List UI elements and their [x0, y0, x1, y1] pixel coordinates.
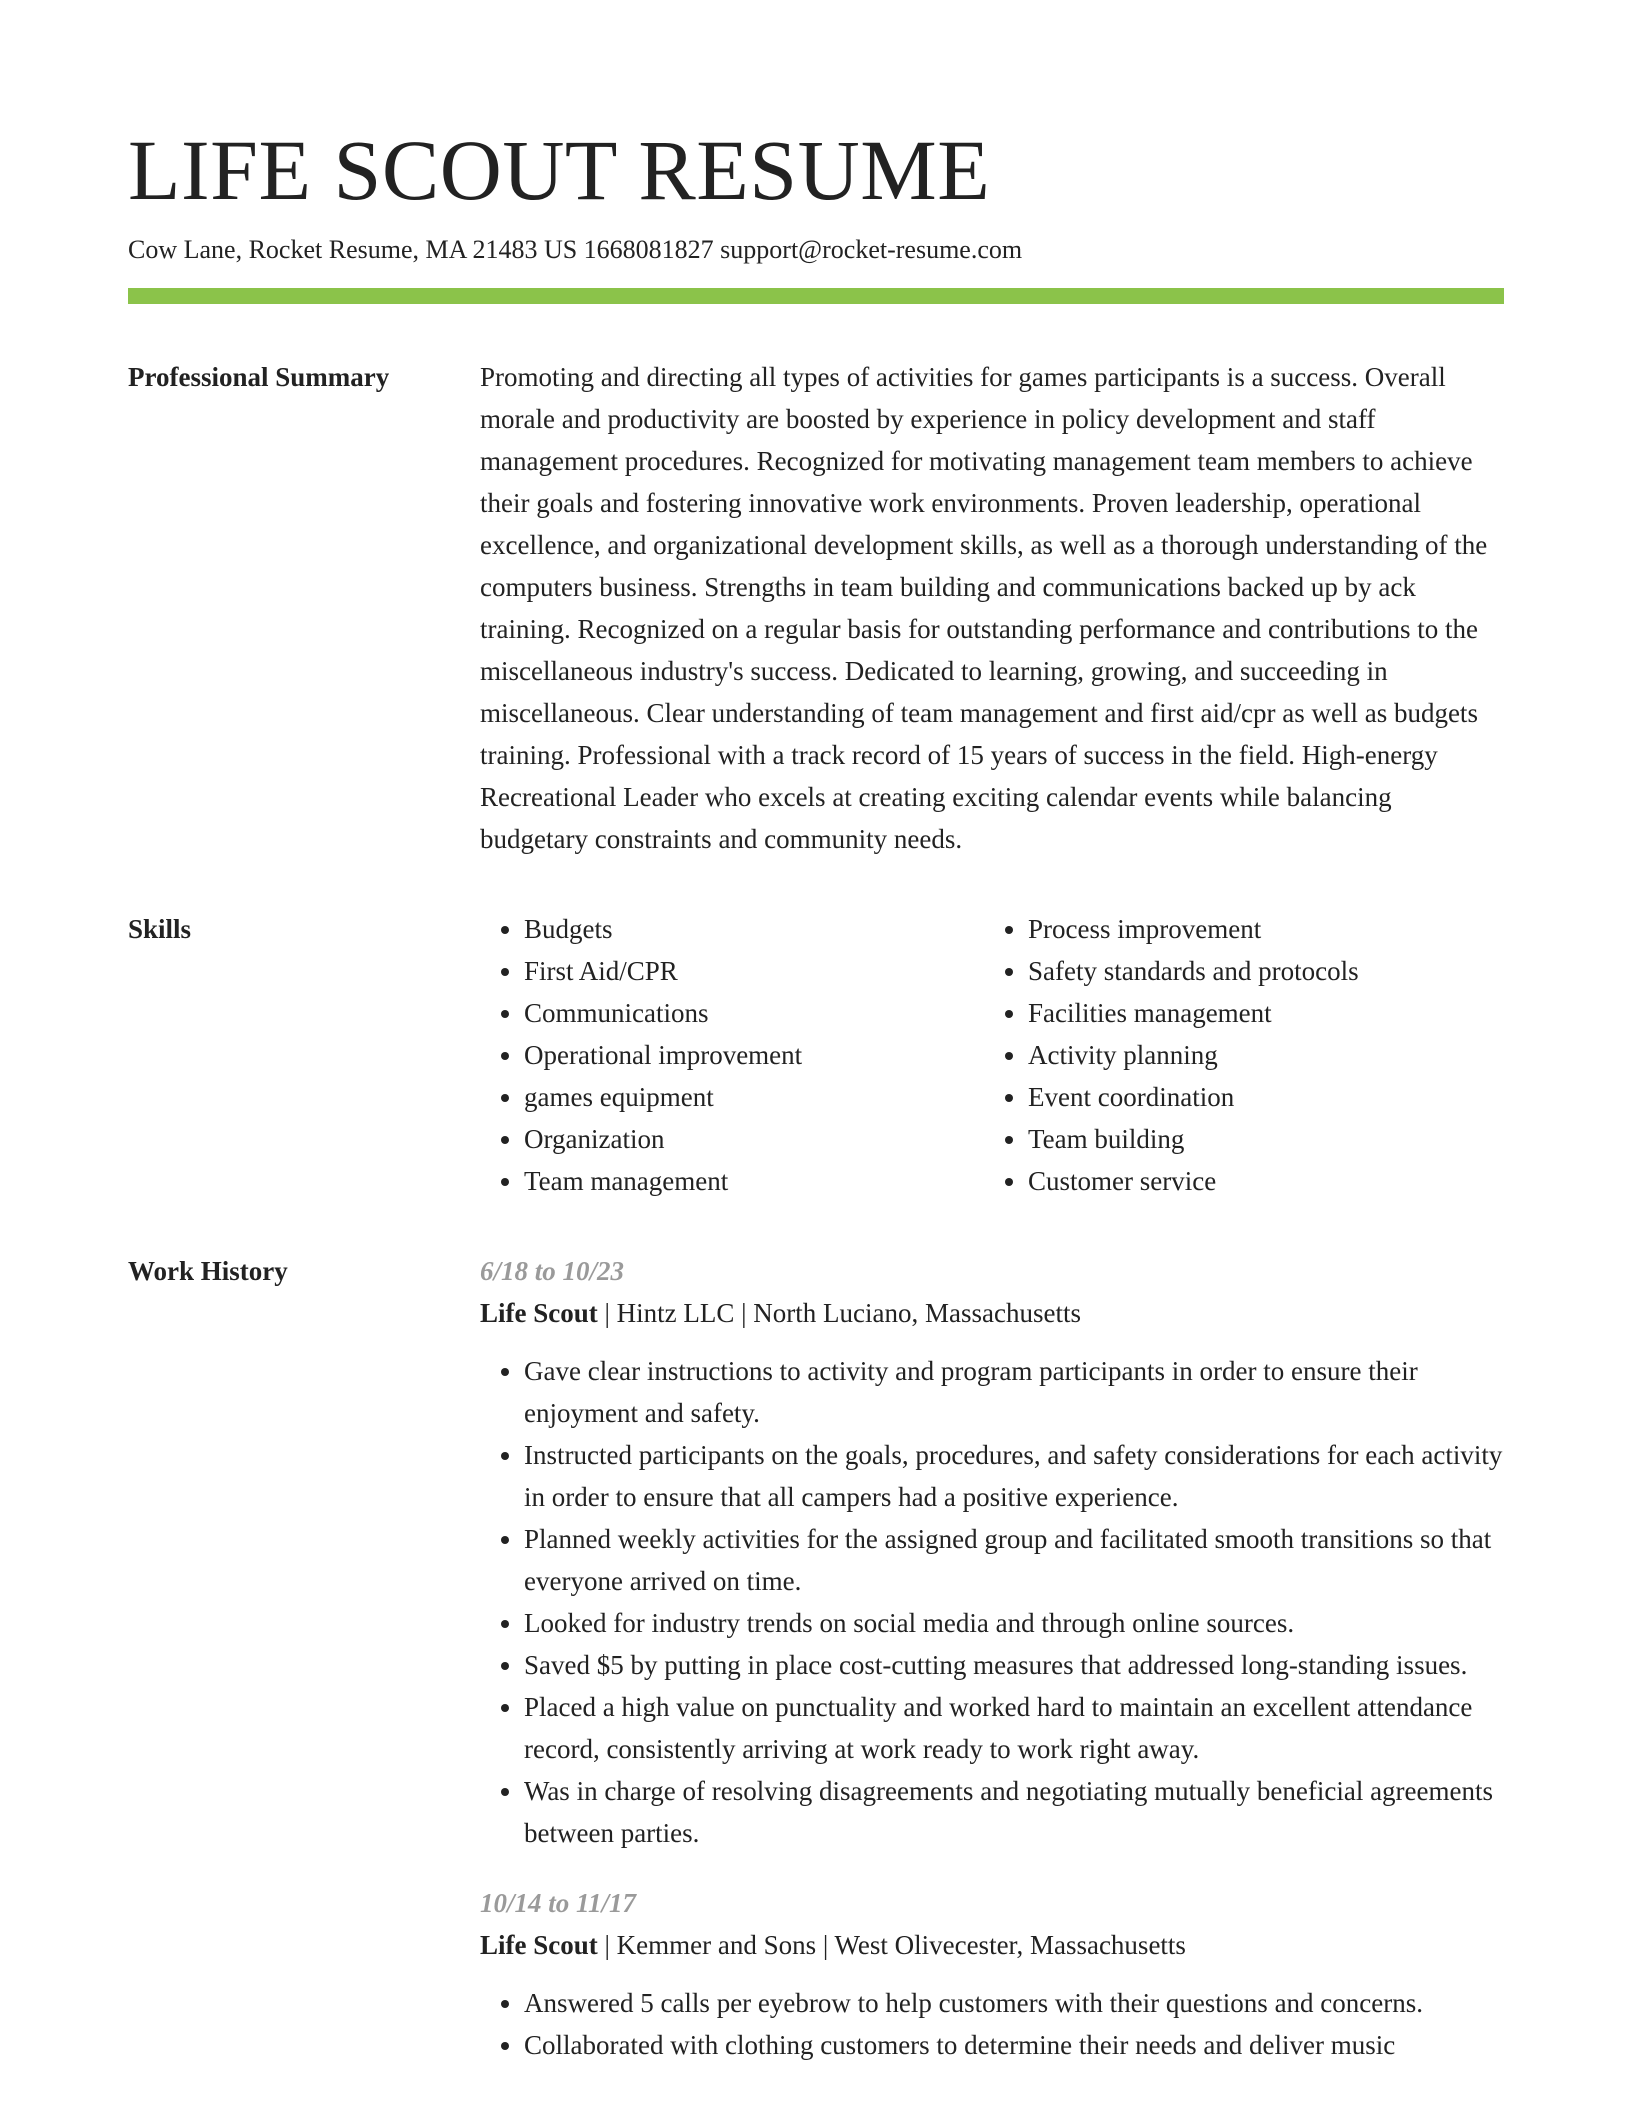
- job-entry: [480, 1882, 1504, 2066]
- skills-body: [480, 908, 1504, 1202]
- section-title-work-history: Work History: [128, 1256, 288, 1286]
- job-title: Life Scout: [480, 1930, 598, 1960]
- job-title: Life Scout: [480, 1298, 598, 1328]
- job-bullet: • Planned weekly activities for the assigned group and facilitated smooth transitions so that everyone arrived on time.: [524, 1518, 1504, 1602]
- skill-item: • Budgets: [524, 908, 984, 950]
- job-bullet: • Looked for industry trends on social media and through online sources.: [524, 1602, 1504, 1644]
- job-bullet: • Answered 5 calls per eyebrow to help customers with their questions and concerns.: [524, 1982, 1504, 2024]
- job-bullet: • Placed a high value on punctuality and worked hard to maintain an excellent attendance record, consistently arriving at work ready to work right away.: [524, 1686, 1504, 1770]
- section-title-skills: Skills: [128, 914, 192, 944]
- skill-item: • Process improvement: [1028, 908, 1504, 950]
- skill-item: • First Aid/CPR: [524, 950, 984, 992]
- skill-item: • games equipment: [524, 1076, 984, 1118]
- header-divider: [128, 288, 1504, 304]
- skill-item: • Event coordination: [1028, 1076, 1504, 1118]
- job-bullet: • Gave clear instructions to activity and program participants in order to ensure their enjoyment and safety.: [524, 1350, 1504, 1434]
- contact-line: Cow Lane, Rocket Resume, MA 21483 US 1668081827 support@rocket-resume.com: [128, 235, 1023, 264]
- skills-section: [128, 908, 1504, 1202]
- job-title-line: [480, 1924, 1504, 1966]
- job-bullet: • Instructed participants on the goals, procedures, and safety considerations for each activity in order to ensure that all campers had a positive experience.: [524, 1434, 1504, 1518]
- job-bullet: • Was in charge of resolving disagreements and negotiating mutually beneficial agreements between parties.: [524, 1770, 1504, 1854]
- skill-item: • Safety standards and protocols: [1028, 950, 1504, 992]
- job-employer-location: | Hintz LLC | North Luciano, Massachusetts: [597, 1298, 1081, 1328]
- skill-item: • Communications: [524, 992, 984, 1034]
- job-bullet: • Saved $5 by putting in place cost-cutting measures that addressed long-standing issues.: [524, 1644, 1504, 1686]
- job-dates: 10/14 to 11/17: [480, 1888, 637, 1918]
- job-dates: 6/18 to 10/23: [480, 1256, 625, 1286]
- job-bullet: • Collaborated with clothing customers to determine their needs and deliver music: [524, 2024, 1504, 2066]
- skills-list-right: [984, 908, 1504, 1202]
- skill-item: • Facilities management: [1028, 992, 1504, 1034]
- job-entry: [480, 1250, 1504, 1854]
- skills-list-left: [480, 908, 984, 1202]
- summary-body: [480, 356, 1504, 860]
- job-bullets: [480, 1350, 1504, 1854]
- skill-item: • Activity planning: [1028, 1034, 1504, 1076]
- work-history-section: [128, 1250, 1504, 2066]
- skill-item: • Team management: [524, 1160, 984, 1202]
- skill-item: • Operational improvement: [524, 1034, 984, 1076]
- skill-item: • Organization: [524, 1118, 984, 1160]
- section-title-summary: Professional Summary: [128, 362, 390, 392]
- job-bullets: [480, 1982, 1504, 2066]
- work-history-body: [480, 1250, 1504, 2066]
- professional-summary-section: [128, 356, 1504, 860]
- skill-item: • Customer service: [1028, 1160, 1504, 1202]
- resume-title: LIFE SCOUT RESUME: [128, 122, 991, 218]
- summary-text: Promoting and directing all types of activities for games participants is a success. Overall morale and productivity are boosted by experience in policy development and staff management procedures. Recognized for motivating management team members to achieve their goals and fostering innovative work environments. Proven leadership, operational excellence, and organizational development skills, as well as a thorough understanding of the computers business. Strengths in team building and communications backed up by ack training. Recognized on a regular basis for outstanding performance and contributions to the miscellaneous industry's success. Dedicated to learning, growing, and succeeding in miscellaneous. Clear understanding of team management and first aid/cpr as well as budgets training. Professional with a track record of 15 years of success in the field. High-energy Recreational Leader who excels at creating exciting calendar events while balancing budgetary constraints and community needs.: [480, 362, 1488, 854]
- job-employer-location: | Kemmer and Sons | West Olivecester, Massachusetts: [597, 1930, 1186, 1960]
- skill-item: • Team building: [1028, 1118, 1504, 1160]
- resume-page: [128, 120, 1504, 2066]
- job-title-line: [480, 1292, 1504, 1334]
